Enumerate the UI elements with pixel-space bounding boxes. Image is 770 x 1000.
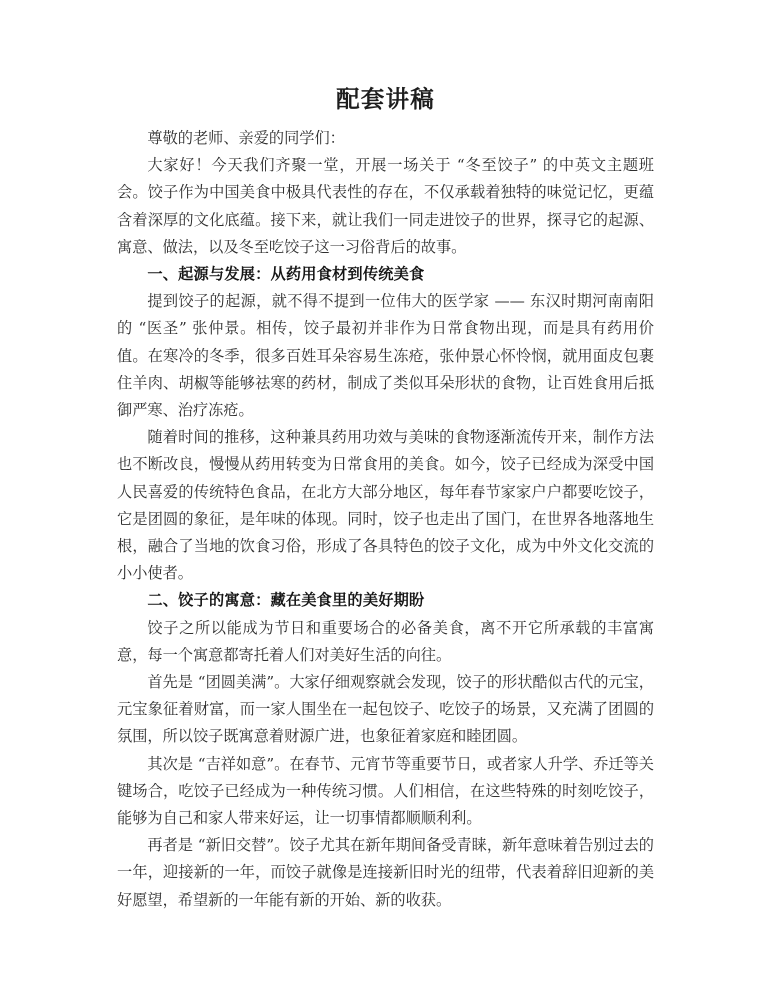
- paragraph-origin-1: 提到饺子的起源，就不得不提到一位伟大的医学家 —— 东汉时期河南南阳的 “医圣” 张仲景。相传，饺子最初并非作为日常食物出现，而是具有药用价值。在寒冷的冬季，很多百姓耳朵容易生冻疮，张仲景心怀怜悯，就用面皮包裹住羊肉、胡椒等能够祛寒的药材，制成了类似耳朵形状的食物，让百姓食用后抵御严寒、治疗冻疮。: [117, 292, 654, 420]
- section-heading-2: 二、饺子的寓意：藏在美食里的美好期盼: [147, 591, 425, 610]
- paragraph-meaning-3: 再者是 “新旧交替”。饺子尤其在新年期间备受青睐，新年意味着告别过去的一年，迎接新的一年，而饺子就像是连接新旧时光的纽带，代表着辞旧迎新的美好愿望，希望新的一年能有新的开始、新的收获。: [117, 836, 654, 909]
- paragraph-opening: 大家好！今天我们齐聚一堂，开展一场关于 “冬至饺子” 的中英文主题班会。饺子作为中国美食中极具代表性的存在，不仅承载着独特的味觉记忆，更蕴含着深厚的文化底蕴。接下来，就让我们一同走进饺子的世界，探寻它的起源、寓意、做法，以及冬至吃饺子这一习俗背后的故事。: [117, 156, 654, 256]
- paragraph-meaning-intro: 饺子之所以能成为节日和重要场合的必备美食，离不开它所承载的丰富寓意，每一个寓意都寄托着人们对美好生活的向往。: [117, 618, 654, 664]
- paragraph-meaning-2: 其次是 “吉祥如意”。在春节、元宵节等重要节日，或者家人升学、乔迁等关键场合，吃饺子已经成为一种传统习惯。人们相信，在这些特殊的时刻吃饺子，能够为自己和家人带来好运，让一切事情都顺顺利利。: [117, 754, 654, 828]
- paragraph-meaning-1: 首先是 “团圆美满”。大家仔细观察就会发现，饺子的形状酷似古代的元宝，元宝象征着财富，而一家人围坐在一起包饺子、吃饺子的场景，又充满了团圆的氛围，所以饺子既寓意着财源广进，也象征着家庭和睦团圆。: [117, 673, 654, 746]
- document-body: [117, 0, 654, 914]
- paragraph-origin-2: 随着时间的推移，这种兼具药用功效与美味的食物逐渐流传开来，制作方法也不断改良，慢慢从药用转变为日常食用的美食。如今，饺子已经成为深受中国人民喜爱的传统特色食品，在北方大部分地区，每年春节家家户户都要吃饺子，它是团圆的象征，是年味的体现。同时，饺子也走出了国门，在世界各地落地生根，融合了当地的饮食习俗，形成了各具特色的饺子文化，成为中外文化交流的小小使者。: [117, 428, 654, 583]
- paragraph-salutation: 尊敬的老师、亲爱的同学们：: [147, 129, 345, 147]
- section-heading-1: 一、起源与发展：从药用食材到传统美食: [147, 265, 425, 284]
- page-title: 配套讲稿: [336, 85, 435, 113]
